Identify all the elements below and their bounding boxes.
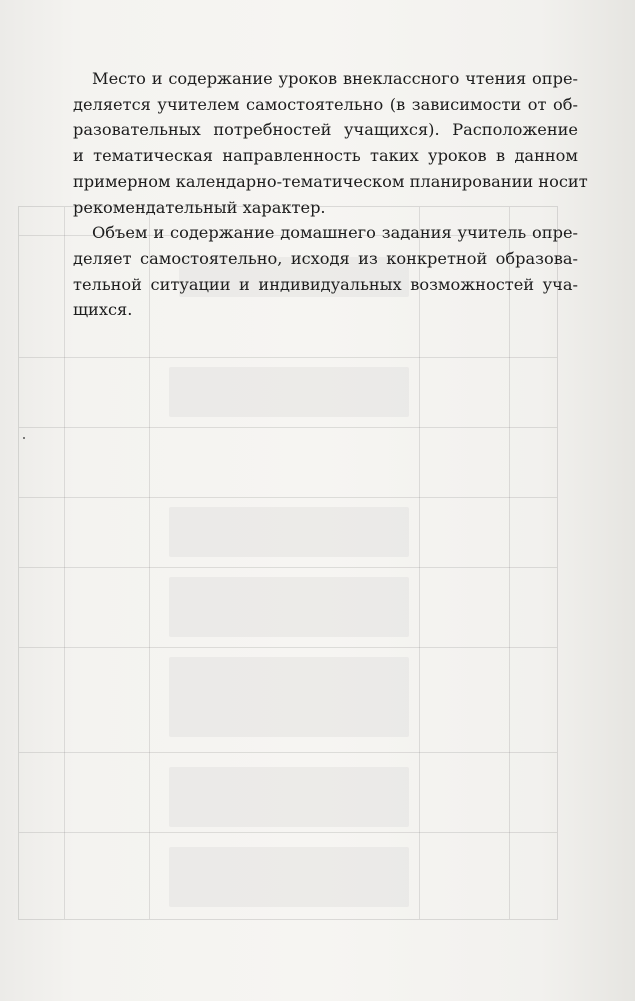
text-line: деляется учителем самостоятельно (в зависимости от об- bbox=[73, 94, 578, 114]
text-line: и тематическая направленность таких уроков в данном bbox=[73, 146, 578, 166]
text-line: разовательных потребностей учащихся). Расположение bbox=[73, 120, 578, 140]
text-line: Место и содержание уроков внеклассного чтения опре- bbox=[92, 69, 578, 88]
text-line: рекомендательный характер. bbox=[73, 197, 326, 217]
text-line: примерном календарно-тематическом планировании носит bbox=[73, 171, 588, 191]
text-line: щихся. bbox=[73, 300, 133, 320]
body-text bbox=[54, 66, 588, 323]
text-line: тельной ситуации и индивидуальных возможностей уча- bbox=[73, 274, 578, 294]
text-line: Объем и содержание домашнего задания учитель опре- bbox=[92, 223, 578, 243]
paragraph-1 bbox=[54, 66, 588, 220]
paper-speck bbox=[23, 437, 25, 439]
paragraph-2 bbox=[54, 220, 578, 323]
text-line: деляет самостоятельно, исходя из конкретной образова- bbox=[73, 248, 578, 268]
